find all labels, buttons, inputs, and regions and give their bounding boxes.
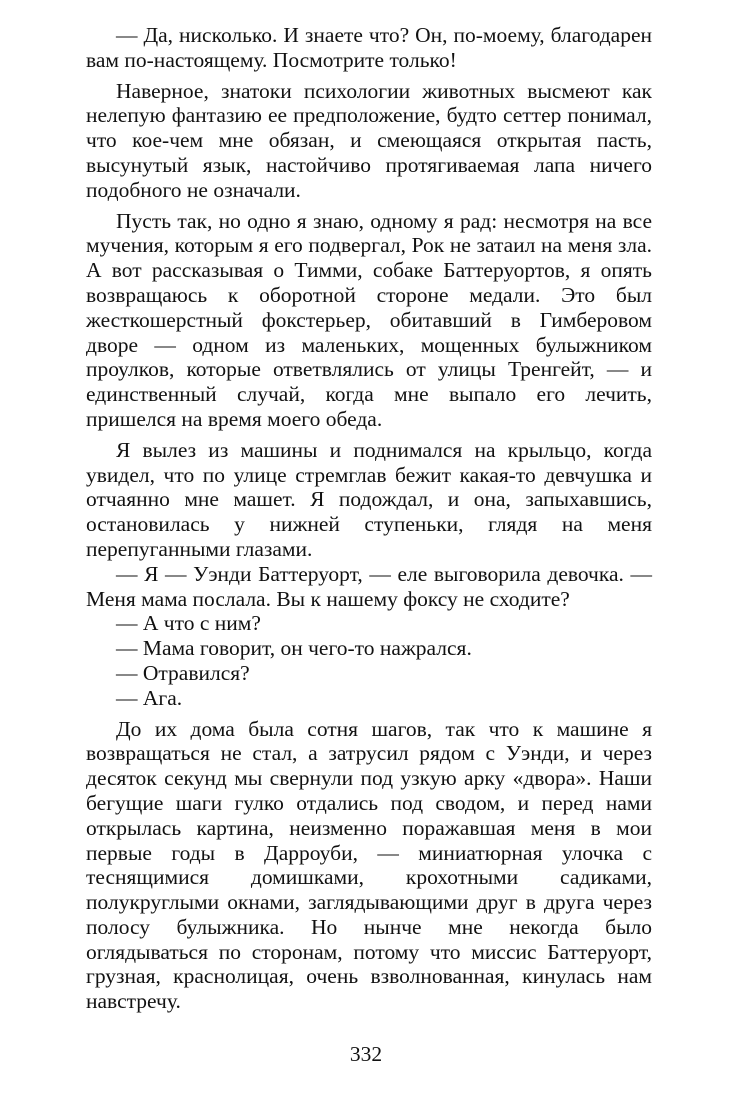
paragraph-5-dialogue: — Я — Уэнди Баттеруорт, — еле выговорила девочка. — Меня мама послала. Вы к нашему фоксу не сходите? [86,561,652,611]
paragraph-2: Наверное, знатоки психологии животных высмеют как нелепую фантазию ее предположение, будто сеттер понимал, что кое-чем мне обязан, и смеющаяся открытая пасть, высунутый язык, настойчиво протягиваемая лапа ничего подобного не означали. [86,78,652,202]
paragraph-10: До их дома была сотня шагов, так что к машине я возвращаться не стал, а затрусил рядом с Уэнди, и через десяток секунд мы свернули под узкую арку «двора». Наши бегущие шаги гулко отдались под сводом, и перед нами открылась картина, неизменно поражавшая меня в мои первые годы в Дарроуби, — миниатюрная улочка с теснящимися домишками, крохотными садиками, полукруглыми окнами, заглядывающими друг в друга через полосу булыжника. Но нынче мне некогда было оглядываться по сторонам, потому что миссис Баттеруорт, грузная, краснолицая, очень взволнованная, кинулась нам навстречу. [86,716,652,1014]
paragraph-6-dialogue: — А что с ним? [116,611,261,636]
page-number: 332 [349,1042,383,1066]
paragraph-4: Я вылез из машины и поднимался на крыльцо, когда увидел, что по улице стремглав бежит какая-то девчушка и отчаянно мне машет. Я подождал, и она, запыхавшись, остановилась у нижней ступеньки, глядя на меня перепуганными глазами. [86,437,652,561]
paragraph-9-dialogue: — Ага. [116,685,183,710]
paragraph-8-dialogue: — Отравился? [116,660,250,685]
paragraph-3: Пусть так, но одно я знаю, одному я рад: несмотря на все мучения, которым я его подвергал, Рок не затаил на меня зла. А вот рассказывая о Тимми, собаке Баттеруортов, я опять возвращаюсь к оборотной стороне медали. Это был жесткошерстный фокстерьер, обитавший в Гимберовом дворе — одном из маленьких, мощенных булыжником проулков, которые ответвлялись от улицы Тренгейт, — и единственный случай, когда мне выпало его лечить, пришелся на время моего обеда. [86,208,652,431]
paragraph-1: — Да, нисколько. И знаете что? Он, по-моему, благодарен вам по-настоящему. Посмотрите только! [86,23,652,72]
book-page [86,23,652,1014]
paragraph-7-dialogue: — Мама говорит, он чего-то нажрался. [116,636,472,661]
